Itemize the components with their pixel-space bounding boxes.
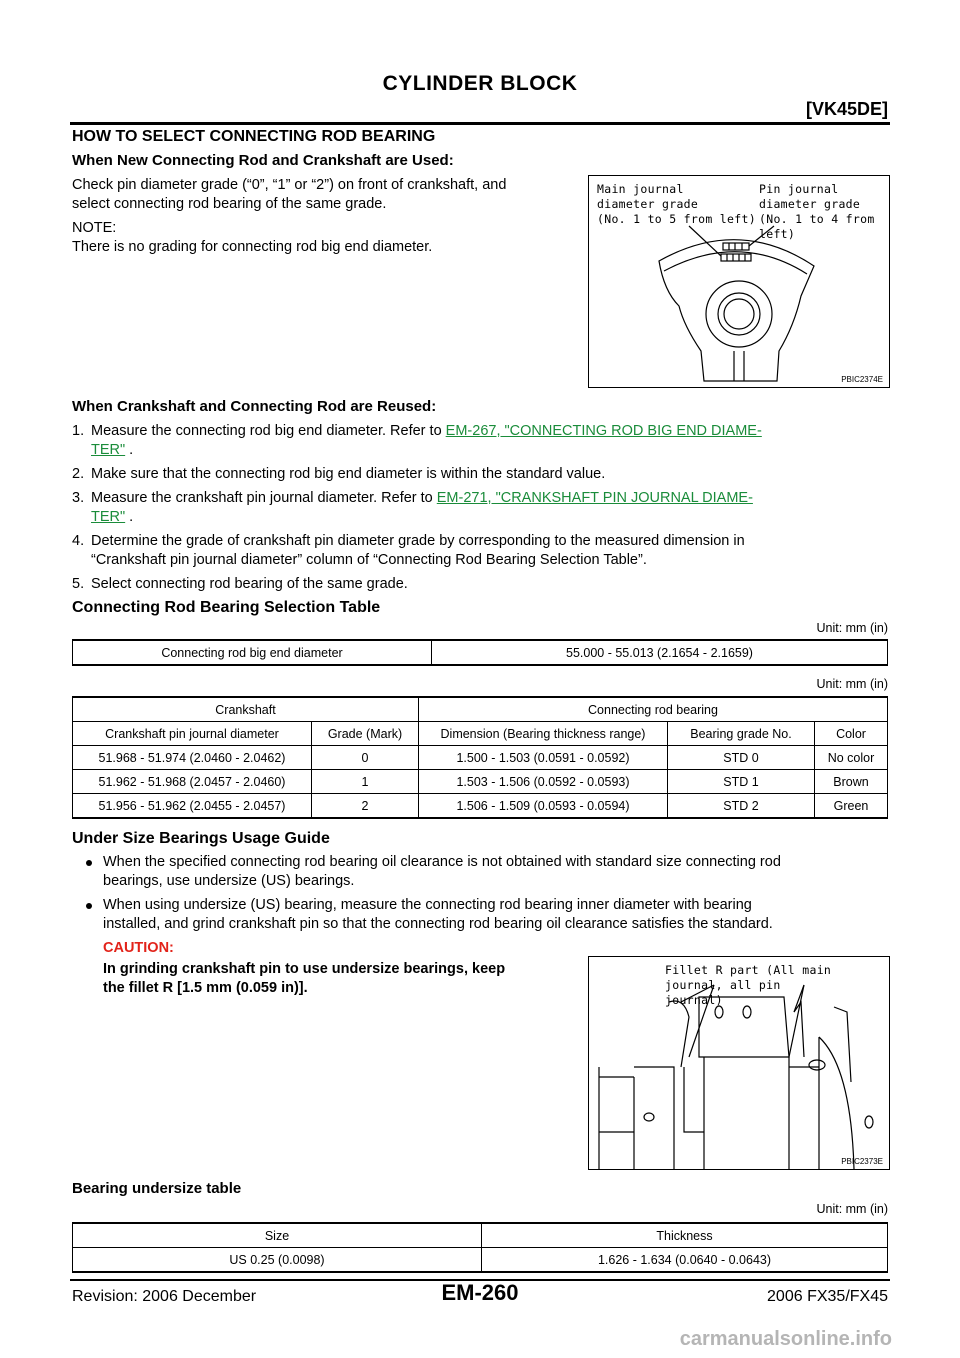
table-row: [73, 640, 888, 665]
undersize-table-heading: Bearing undersize table: [72, 1180, 242, 1197]
figure2-id: PBIC2373E: [841, 1157, 883, 1166]
table-cell: 1.503 - 1.506 (0.0592 - 0.0593): [419, 770, 668, 794]
crankshaft-front-drawing: [589, 176, 889, 387]
table-cell: 51.968 - 51.974 (2.0460 - 2.0462): [73, 746, 312, 770]
step-1: [91, 422, 888, 441]
fig1-pin-label-3: (No. 1 to 4 from left): [759, 212, 875, 241]
page-number: EM-260: [441, 1280, 519, 1305]
caution-label: CAUTION:: [103, 940, 174, 956]
col-size: Size: [73, 1223, 482, 1248]
big-end-label: Connecting rod big end diameter: [73, 640, 432, 665]
table-header: [73, 1223, 888, 1248]
step-4-number: 4.: [72, 533, 85, 549]
fig2-label-1: Fillet R part (All main journal, all pin: [665, 963, 832, 992]
table-cell: 0: [312, 746, 419, 770]
table-cell: 51.956 - 51.962 (2.0455 - 2.0457): [73, 794, 312, 819]
fig1-main-label-1: Main journal: [597, 182, 684, 196]
table-cell: Brown: [815, 770, 888, 794]
col-grade: Grade (Mark): [312, 722, 419, 746]
selection-unit-1: Unit: mm (in): [816, 621, 888, 635]
step-5-text: Select connecting rod bearing of the same grade.: [91, 576, 408, 592]
col-dimension: Dimension (Bearing thickness range): [419, 722, 668, 746]
table-cell: 1.500 - 1.503 (0.0591 - 0.0592): [419, 746, 668, 770]
step-4-text-a: Determine the grade of crankshaft pin diameter grade by corresponding to the measured dimension in: [91, 533, 745, 549]
fig1-pin-label-1: Pin journal: [759, 182, 839, 196]
table-cell: STD 1: [668, 770, 815, 794]
step-1-tail: .: [125, 442, 134, 458]
table-cell: STD 0: [668, 746, 815, 770]
revision-text: Revision: 2006 December: [72, 1288, 257, 1305]
note-text: There is no grading for connecting rod big end diameter.: [72, 239, 433, 255]
table-row: [73, 794, 888, 819]
figure1-id: PBIC2374E: [841, 375, 883, 384]
step-1-cont: [91, 441, 133, 460]
table-group-header: [73, 697, 888, 722]
table-row: [73, 746, 888, 770]
bullet-2-line-a: When using undersize (US) bearing, measure the connecting rod bearing inner diameter with bearing: [103, 897, 752, 913]
table-cell: 1: [312, 770, 419, 794]
page-header-title: CYLINDER BLOCK: [382, 72, 578, 95]
fig1-main-label-3: (No. 1 to 5 from left): [597, 212, 756, 226]
table-cell: STD 2: [668, 794, 815, 819]
undersize-table: [72, 1222, 888, 1273]
bullet-1-line-a: When the specified connecting rod bearing oil clearance is not obtained with standard size connecting rod: [103, 854, 781, 870]
model-text: 2006 FX35/FX45: [767, 1288, 888, 1305]
bearing-selection-table: [72, 696, 888, 819]
figure-crankshaft-fillet: [588, 956, 890, 1170]
col-bearing-grade: Bearing grade No.: [668, 722, 815, 746]
reused-heading: When Crankshaft and Connecting Rod are Reused:: [72, 398, 437, 415]
step-2-text: Make sure that the connecting rod big end diameter is within the standard value.: [91, 466, 606, 482]
link-em-271-cont[interactable]: TER": [91, 509, 126, 525]
table-cell: US 0.25 (0.0098): [73, 1248, 482, 1273]
step-1-number: 1.: [72, 423, 85, 439]
table-cell: 1.506 - 1.509 (0.0593 - 0.0594): [419, 794, 668, 819]
table-cell: 51.962 - 51.968 (2.0457 - 2.0460): [73, 770, 312, 794]
step-3-tail: .: [125, 509, 134, 525]
step-3-cont: [91, 508, 133, 527]
note-label: NOTE:: [72, 220, 117, 236]
new-parts-para-2: select connecting rod bearing of the same grade.: [72, 196, 387, 212]
bullet-1-line-b: bearings, use undersize (US) bearings.: [103, 873, 355, 889]
selection-unit-2: Unit: mm (in): [816, 677, 888, 691]
undersize-bullet-2: [86, 896, 888, 936]
step-3-text: Measure the crankshaft pin journal diameter. Refer to: [91, 490, 433, 506]
undersize-heading: Under Size Bearings Usage Guide: [72, 830, 330, 847]
table-header: [73, 722, 888, 746]
big-end-table: [72, 639, 888, 666]
crankshaft-fillet-drawing: [589, 957, 889, 1169]
selection-table-heading: Connecting Rod Bearing Selection Table: [72, 599, 381, 616]
link-em-271[interactable]: EM-271, "CRANKSHAFT PIN JOURNAL DIAME-: [436, 490, 753, 506]
fig2-label-2: journal): [665, 993, 723, 1007]
step-3: [91, 489, 888, 508]
step-1-text: Measure the connecting rod big end diameter. Refer to: [91, 423, 442, 439]
new-parts-para-1: Check pin diameter grade (“0”, “1” or “2”) on front of crankshaft, and: [72, 177, 507, 193]
group-bearing: Connecting rod bearing: [419, 697, 888, 722]
header-rule: [70, 122, 890, 125]
group-crankshaft: Crankshaft: [73, 697, 419, 722]
step-3-number: 3.: [72, 490, 85, 506]
link-em-267-cont[interactable]: TER": [91, 442, 126, 458]
fig1-pin-label-2: diameter grade: [759, 197, 861, 211]
table-row: [73, 1248, 888, 1273]
bullet-2-line-b: installed, and grind crankshaft pin so that the connecting rod bearing oil clearance satisfies the standard.: [103, 916, 773, 932]
step-2-number: 2.: [72, 466, 85, 482]
table-cell: 1.626 - 1.634 (0.0640 - 0.0643): [482, 1248, 888, 1273]
step-4-text-b: “Crankshaft pin journal diameter” column of “Connecting Rod Bearing Selection Table”.: [91, 552, 647, 568]
table-cell: No color: [815, 746, 888, 770]
bullet-icon: [86, 903, 92, 909]
col-pin-journal: Crankshaft pin journal diameter: [73, 722, 312, 746]
link-em-267[interactable]: EM-267, "CONNECTING ROD BIG END DIAME-: [445, 423, 762, 439]
big-end-value: 55.000 - 55.013 (2.1654 - 2.1659): [432, 640, 888, 665]
new-parts-heading: When New Connecting Rod and Crankshaft are Used:: [72, 152, 454, 169]
caution-text-b: the fillet R [1.5 mm (0.059 in)].: [103, 980, 308, 996]
bullet-icon: [86, 860, 92, 866]
table-cell: Green: [815, 794, 888, 819]
table-cell: 2: [312, 794, 419, 819]
section-title: HOW TO SELECT CONNECTING ROD BEARING: [72, 128, 436, 145]
undersize-bullet-1: [86, 853, 888, 893]
undersize-unit: Unit: mm (in): [816, 1202, 888, 1216]
watermark: carmanualsonline.info: [679, 1328, 892, 1350]
step-5-number: 5.: [72, 576, 85, 592]
figure-crankshaft-front: [588, 175, 890, 388]
caution-text-a: In grinding crankshaft pin to use undersize bearings, keep: [103, 961, 506, 977]
engine-code: [VK45DE]: [805, 99, 888, 119]
col-thickness: Thickness: [482, 1223, 888, 1248]
table-row: [73, 770, 888, 794]
col-color: Color: [815, 722, 888, 746]
fig1-main-label-2: diameter grade: [597, 197, 699, 211]
